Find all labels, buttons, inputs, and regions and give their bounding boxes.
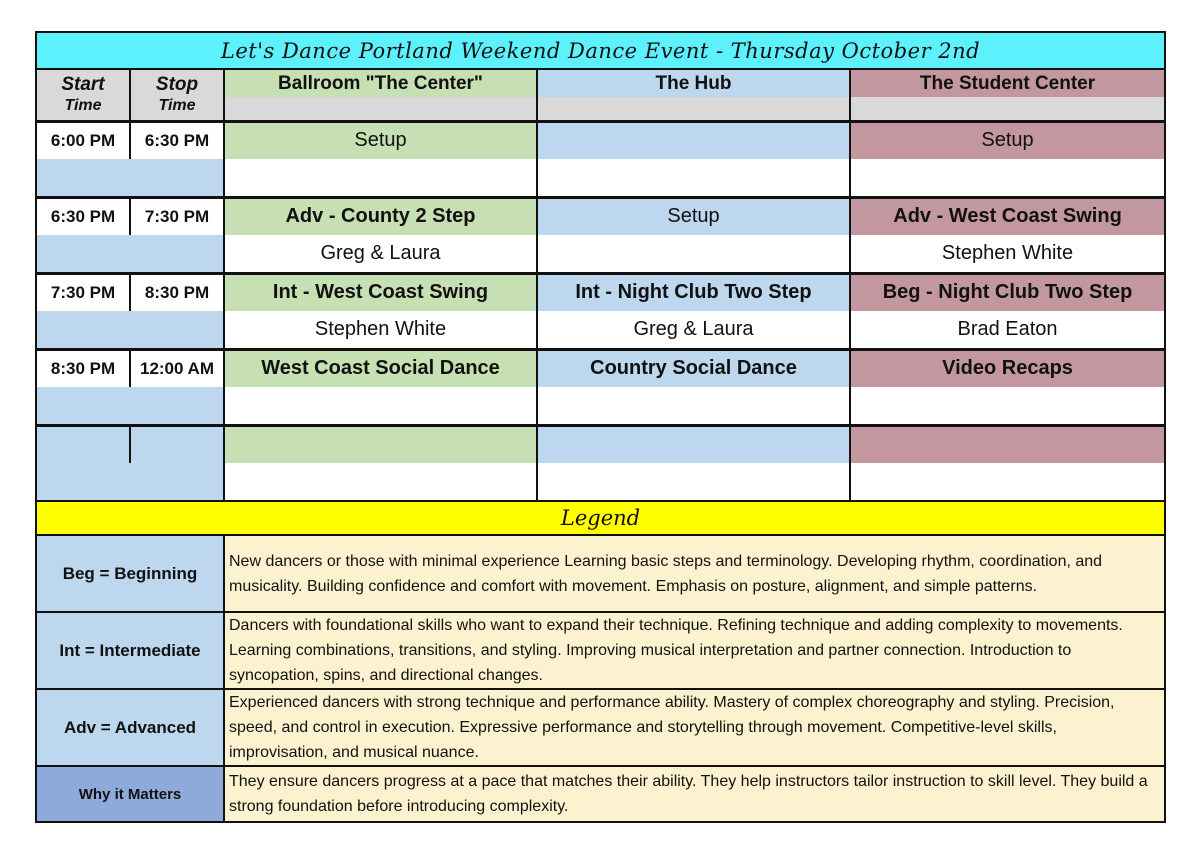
instructor-cell (224, 159, 537, 197)
instructor-cell (537, 159, 850, 197)
event-cell: Video Recaps (850, 349, 1165, 387)
legend-term-beginning: Beg = Beginning (36, 535, 224, 612)
room-subheader (224, 97, 537, 121)
event-cell: Setup (537, 197, 850, 235)
slot-time-spacer (36, 463, 224, 501)
instructor-cell: Brad Eaton (850, 311, 1165, 349)
instructor-cell: Stephen White (850, 235, 1165, 273)
instructor-cell: Stephen White (224, 311, 537, 349)
instructor-cell (537, 235, 850, 273)
event-cell (224, 425, 537, 463)
room-subheader (850, 97, 1165, 121)
instructor-cell (537, 463, 850, 501)
instructor-cell: Greg & Laura (224, 235, 537, 273)
instructor-cell (537, 387, 850, 425)
legend-term-intermediate: Int = Intermediate (36, 612, 224, 689)
schedule-table (35, 31, 1166, 823)
slot-stop-time (130, 425, 224, 463)
instructor-cell (850, 387, 1165, 425)
event-cell (850, 425, 1165, 463)
slot-stop-time: 6:30 PM (130, 121, 224, 159)
room-header-hub: The Hub (537, 69, 850, 97)
schedule-sheet (35, 31, 1164, 823)
instructor-cell (850, 463, 1165, 501)
event-cell: Adv - West Coast Swing (850, 197, 1165, 235)
slot-start-time: 6:30 PM (36, 197, 130, 235)
event-cell: Int - West Coast Swing (224, 273, 537, 311)
legend-title: Legend (36, 501, 1165, 535)
legend-description: Experienced dancers with strong technique and performance ability. Mastery of complex choreography and styling. Precision, speed, and control in execution. Expressive performance and storytelling through movement. Competitive-level skills, improvisation, and musical nuance. (224, 689, 1165, 766)
slot-start-time: 7:30 PM (36, 273, 130, 311)
slot-start-time: 8:30 PM (36, 349, 130, 387)
slot-start-time (36, 425, 130, 463)
room-header-student-center: The Student Center (850, 69, 1165, 97)
event-cell: Setup (850, 121, 1165, 159)
slot-stop-time: 8:30 PM (130, 273, 224, 311)
event-cell (537, 121, 850, 159)
event-cell: Setup (224, 121, 537, 159)
instructor-cell: Greg & Laura (537, 311, 850, 349)
slot-start-time: 6:00 PM (36, 121, 130, 159)
start-time-header (36, 69, 130, 121)
start-header-sub: Time (64, 96, 102, 114)
legend-term-why-it-matters: Why it Matters (36, 766, 224, 822)
stop-header-sub: Time (158, 96, 196, 114)
instructor-cell (224, 387, 537, 425)
event-cell: Adv - County 2 Step (224, 197, 537, 235)
legend-description: Dancers with foundational skills who want to expand their technique. Refining technique and adding complexity to movements. Learning combinations, transitions, and styling. Improving musical interpretation and partner connection. Introduction to syncopation, spins, and directional changes. (224, 612, 1165, 689)
legend-description: They ensure dancers progress at a pace that matches their ability. They help instructors tailor instruction to skill level. They build a strong foundation before introducing complexity. (224, 766, 1165, 822)
slot-time-spacer (36, 311, 224, 349)
slot-time-spacer (36, 159, 224, 197)
slot-stop-time: 7:30 PM (130, 197, 224, 235)
legend-term-advanced: Adv = Advanced (36, 689, 224, 766)
event-cell: West Coast Social Dance (224, 349, 537, 387)
instructor-cell (224, 463, 537, 501)
event-cell (537, 425, 850, 463)
slot-stop-time: 12:00 AM (130, 349, 224, 387)
stop-time-header (130, 69, 224, 121)
start-header-label: Start (61, 73, 105, 95)
event-cell: Int - Night Club Two Step (537, 273, 850, 311)
page-title: Let's Dance Portland Weekend Dance Event - Thursday October 2nd (36, 32, 1165, 69)
stop-header-label: Stop (155, 73, 199, 95)
room-header-ballroom: Ballroom "The Center" (224, 69, 537, 97)
event-cell: Country Social Dance (537, 349, 850, 387)
slot-time-spacer (36, 235, 224, 273)
event-cell: Beg - Night Club Two Step (850, 273, 1165, 311)
room-subheader (537, 97, 850, 121)
legend-description: New dancers or those with minimal experience Learning basic steps and terminology. Developing rhythm, coordination, and musicality. Building confidence and comfort with movement. Emphasis on posture, alignment, and simple patterns. (224, 535, 1165, 612)
instructor-cell (850, 159, 1165, 197)
slot-time-spacer (36, 387, 224, 425)
